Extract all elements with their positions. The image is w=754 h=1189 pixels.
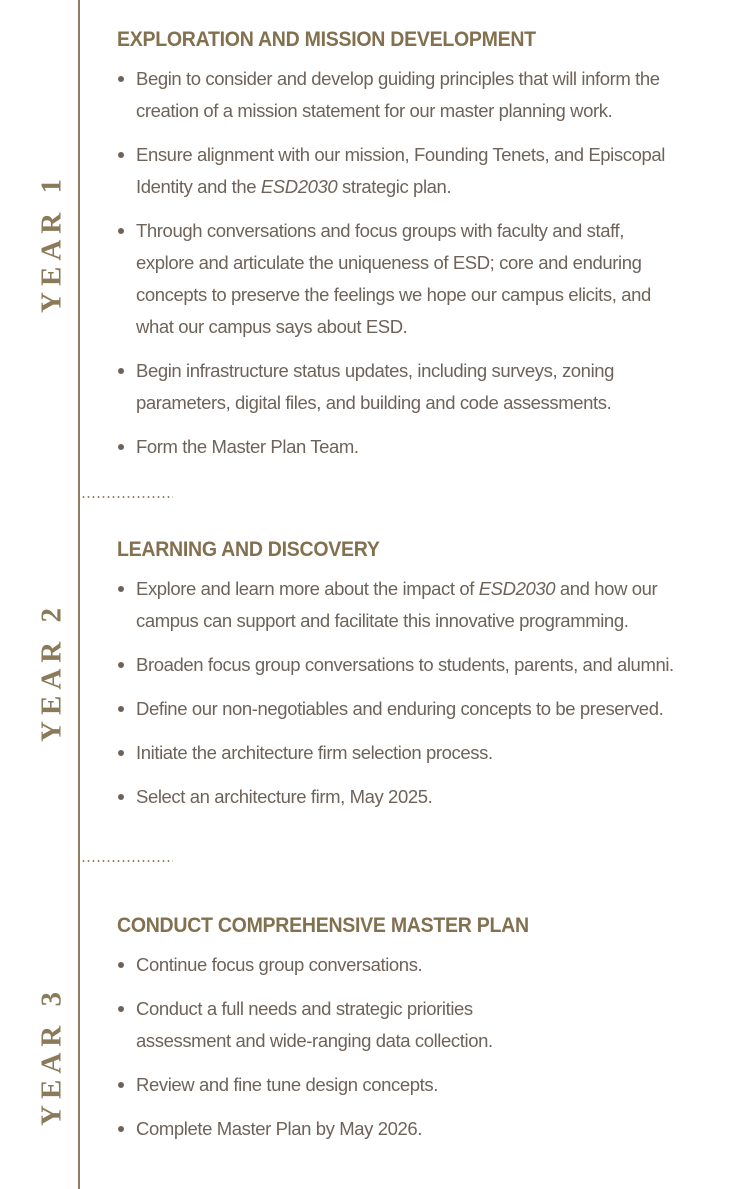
dotted-separator-1 xyxy=(81,496,173,498)
year-1-label-text: YEAR 1 xyxy=(35,173,68,313)
year-1-list xyxy=(117,63,677,463)
list-item xyxy=(117,573,676,637)
list-item xyxy=(117,1069,517,1101)
list-item-text: Begin to consider and develop guiding principles that will inform the creation of a mission statement for our master planning work. xyxy=(136,68,660,121)
year-3-heading: CONDUCT COMPREHENSIVE MASTER PLAN xyxy=(117,914,529,937)
list-item xyxy=(117,649,737,681)
list-item-text: Conduct a full needs and strategic priorities assessment and wide-ranging data collection. xyxy=(136,998,493,1051)
timeline-vertical-rule xyxy=(78,0,80,1189)
list-item-text: Continue focus group conversations. xyxy=(136,954,423,975)
year-3-label-text: YEAR 3 xyxy=(35,986,68,1126)
year-3-section xyxy=(117,914,727,1145)
list-item-text: Complete Master Plan by May 2026. xyxy=(136,1118,423,1139)
list-item xyxy=(117,139,677,203)
list-item xyxy=(117,355,677,419)
list-item-emphasis: ESD2030 xyxy=(478,578,556,599)
list-item-text: strategic plan. xyxy=(337,176,452,197)
list-item-text: Ensure alignment with our mission, Founding Tenets, and Episcopal Identity and the xyxy=(136,144,665,197)
year-2-heading: LEARNING AND DISCOVERY xyxy=(117,538,380,561)
list-item-text: Initiate the architecture firm selection process. xyxy=(136,742,493,763)
list-item-text: Explore and learn more about the impact of xyxy=(136,578,479,599)
list-item-text: Select an architecture firm, May 2025. xyxy=(136,786,433,807)
list-item-text: Broaden focus group conversations to students, parents, and alumni. xyxy=(136,654,674,675)
list-item xyxy=(117,993,517,1057)
list-item-emphasis: ESD2030 xyxy=(260,176,338,197)
list-item-text: Through conversations and focus groups with faculty and staff, explore and articulate the uniqueness of ESD; core and enduring concepts to preserve the feelings we hope our campus elicits, and what our campus says about ESD. xyxy=(136,220,651,337)
list-item xyxy=(117,737,737,769)
year-2-section xyxy=(117,538,727,813)
list-item xyxy=(117,431,677,463)
year-1-heading: EXPLORATION AND MISSION DEVELOPMENT xyxy=(117,28,536,51)
list-item xyxy=(117,63,677,127)
year-3-list xyxy=(117,949,517,1145)
year-2-list xyxy=(117,573,737,813)
list-item xyxy=(117,693,737,725)
list-item-text: Form the Master Plan Team. xyxy=(136,436,359,457)
list-item xyxy=(117,949,517,981)
year-1-section xyxy=(117,28,727,463)
list-item-text: Define our non-negotiables and enduring concepts to be preserved. xyxy=(136,698,664,719)
list-item xyxy=(117,215,677,343)
list-item-text: Review and fine tune design concepts. xyxy=(136,1074,438,1095)
list-item-text: Begin infrastructure status updates, including surveys, zoning parameters, digital files, and building and code assessments. xyxy=(136,360,615,413)
dotted-separator-2 xyxy=(81,860,173,862)
list-item-text: and how our campus can support and facilitate this innovative programming. xyxy=(136,578,658,631)
list-item xyxy=(117,1113,517,1145)
year-2-label-text: YEAR 2 xyxy=(35,602,68,742)
list-item xyxy=(117,781,737,813)
